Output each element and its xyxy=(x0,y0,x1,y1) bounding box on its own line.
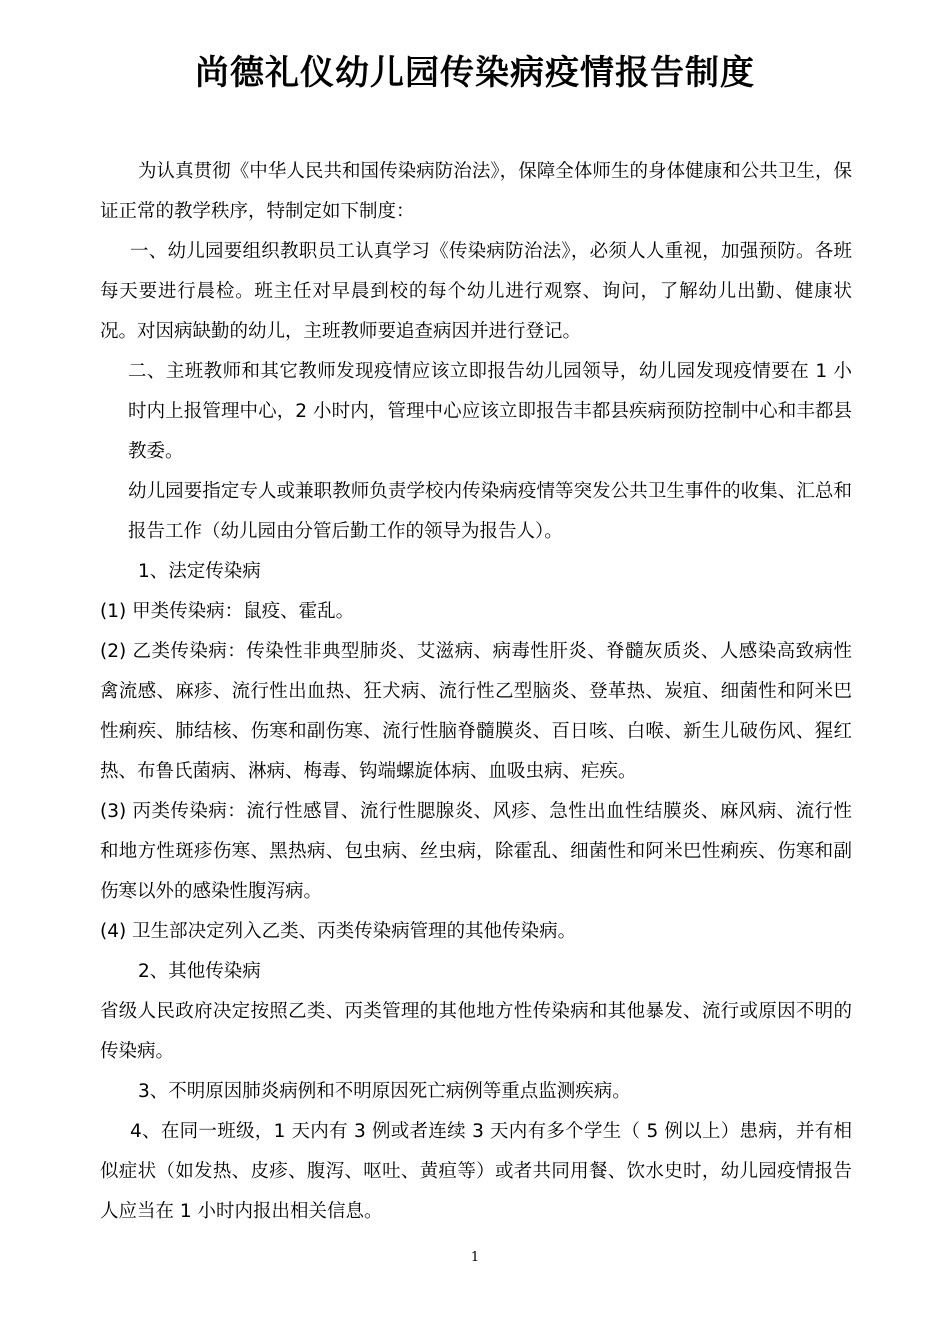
paragraph-intro: 为认真贯彻《中华人民共和国传染病防治法》，保障全体师生的身体健康和公共卫生，保证正常的教学秩序，特制定如下制度： xyxy=(100,161,852,222)
paragraph-section-two: 二、主班教师和其它教师发现疫情应该立即报告幼儿园领导，幼儿园发现疫情要在 1 小时内上报管理中心，2 小时内，管理中心应该立即报告丰都县疾病预防控制中心和丰都县教委。 xyxy=(128,361,852,462)
paragraph-cluster-reporting: 4、在同一班级，1 天内有 3 例或者连续 3 天内有多个学生（ 5 例以上）患病，并有相似症状（如发热、皮疹、腹泻、呕吐、黄疸等）或者共同用餐、饮水史时，幼儿园疫情报告人应当在 1 小时内报出相关信息。 xyxy=(100,1121,852,1222)
paragraph-section-one: 一、幼儿园要组织教职员工认真学习《传染病防治法》，必须人人重视，加强预防。各班每天要进行晨检。班主任对早晨到校的每个幼儿进行观察、询问，了解幼儿出勤、健康状况。对因病缺勤的幼儿，主班教师要追查病因并进行登记。 xyxy=(100,241,852,342)
other-listed-diseases: (4) 卫生部决定列入乙类、丙类传染病管理的其他传染病。 xyxy=(100,921,577,942)
paragraph-other-diseases: 省级人民政府决定按照乙类、丙类管理的其他地方性传染病和其他暴发、流行或原因不明的传染病。 xyxy=(100,1001,852,1062)
heading-other-diseases: 2、其他传染病 xyxy=(138,961,261,982)
paragraph-reporter: 幼儿园要指定专人或兼职教师负责学校内传染病疫情等突发公共卫生事件的收集、汇总和报告工作（幼儿园由分管后勤工作的领导为报告人）。 xyxy=(128,481,852,542)
heading-statutory-diseases: 1、法定传染病 xyxy=(138,561,261,582)
class-c-diseases: (3) 丙类传染病：流行性感冒、流行性腮腺炎、风疹、急性出血性结膜炎、麻风病、流行性和地方性斑疹伤寒、黑热病、包虫病、丝虫病，除霍乱、细菌性和阿米巴性痢疾、伤寒和副伤寒以外的感染性腹泻病。 xyxy=(100,801,852,902)
document-title: 尚德礼仪幼儿园传染病疫情报告制度 xyxy=(195,53,755,93)
page-number: 1 xyxy=(470,1250,480,1265)
paragraph-unknown-causes: 3、不明原因肺炎病例和不明原因死亡病例等重点监测疾病。 xyxy=(138,1081,631,1102)
class-b-diseases: (2) 乙类传染病：传染性非典型肺炎、艾滋病、病毒性肝炎、脊髓灰质炎、人感染高致病性禽流感、麻疹、流行性出血热、狂犬病、流行性乙型脑炎、登革热、炭疽、细菌性和阿米巴性痢疾、肺结核、伤寒和副伤寒、流行性脑脊髓膜炎、百日咳、白喉、新生儿破伤风、猩红热、布鲁氏菌病、淋病、梅毒、钩端螺旋体病、血吸虫病、疟疾。 xyxy=(100,641,852,782)
class-a-diseases: (1) 甲类传染病：鼠疫、霍乱。 xyxy=(100,601,355,622)
